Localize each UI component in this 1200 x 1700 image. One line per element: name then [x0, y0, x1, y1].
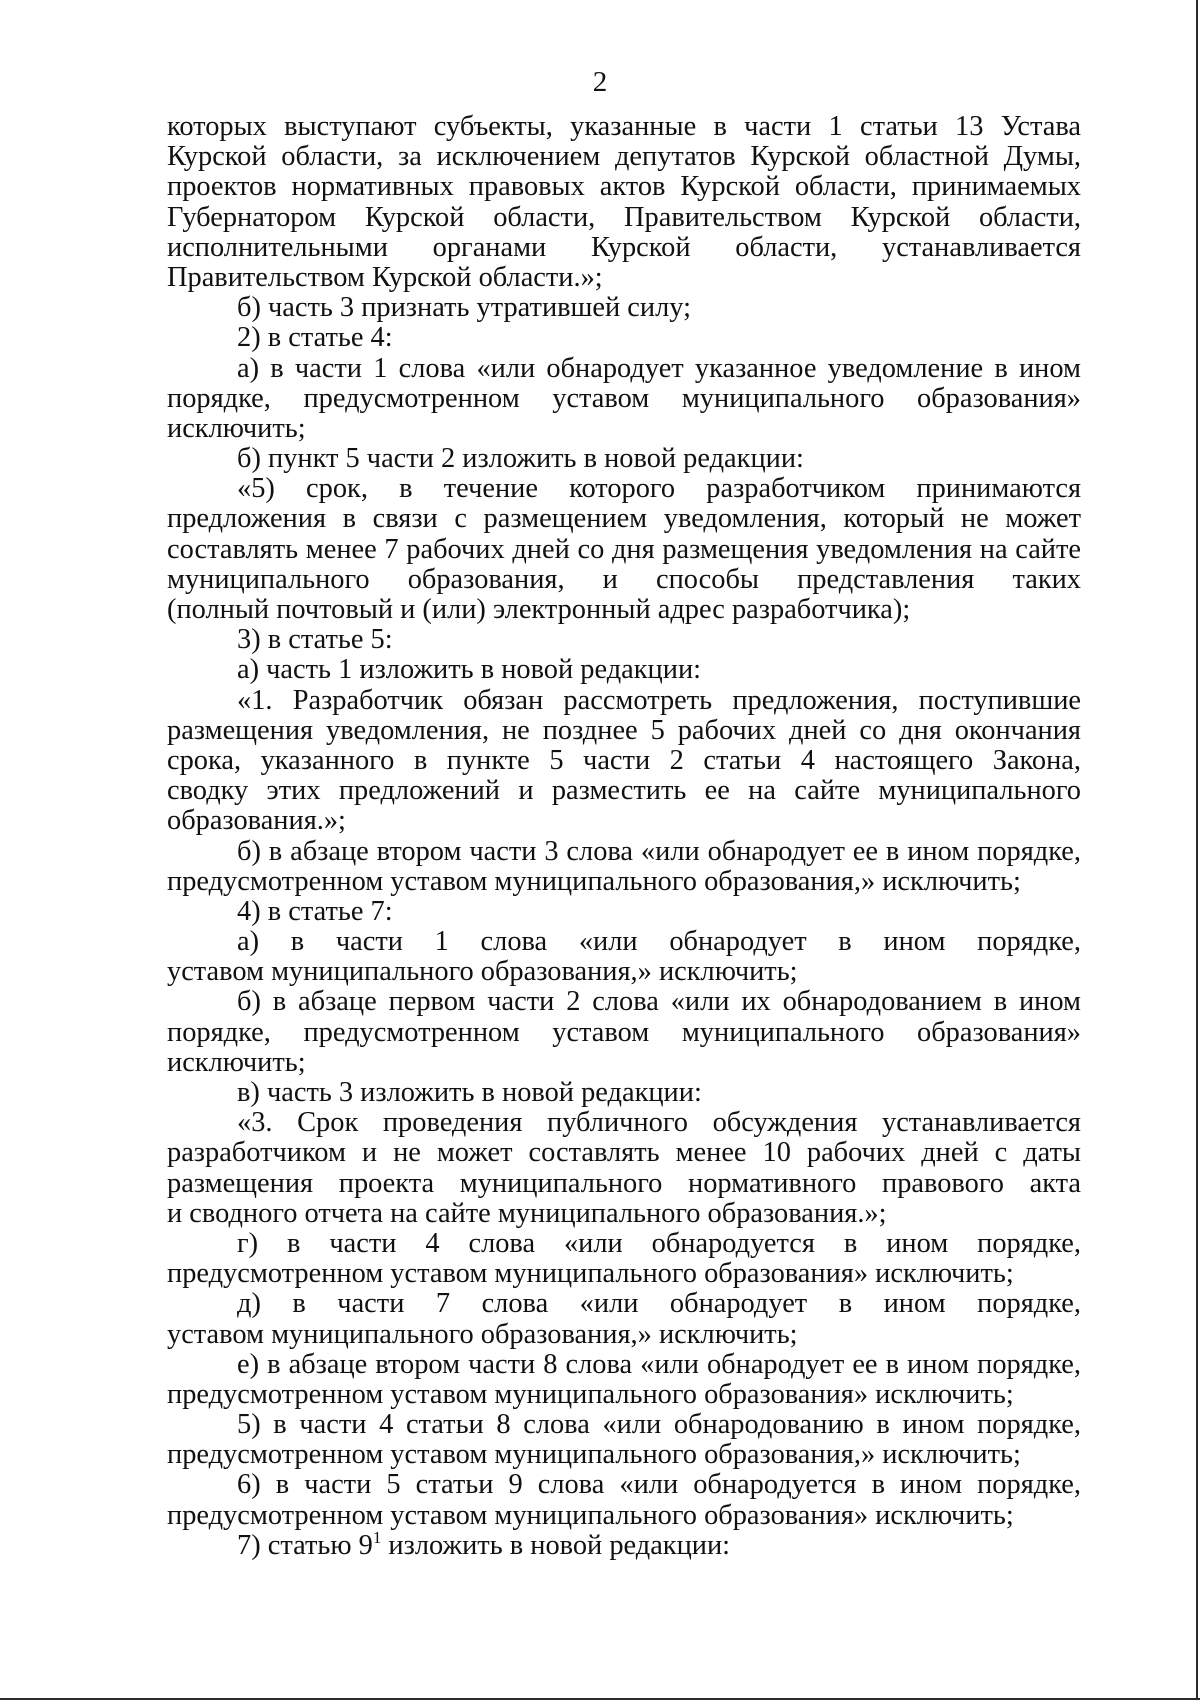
text-line: 2) в статье 4: — [237, 322, 393, 354]
text-line: срока, указанного в пункте 5 части 2 статьи 4 настоящего Закона, — [167, 745, 1081, 776]
text-line: муниципального образования, и способы представления таких — [167, 564, 1081, 595]
text-line: 5) в части 4 статьи 8 слова «или обнародованию в ином порядке, — [237, 1410, 1081, 1441]
text-line: предусмотренном уставом муниципального образования» исключить; — [167, 1258, 1014, 1290]
text-line: которых выступают субъекты, указанные в части 1 статьи 13 Устава — [167, 112, 1081, 142]
text-line: размещения проекта муниципального нормативного правового акта — [167, 1168, 1081, 1199]
text-line: б) в абзаце втором части 3 слова «или обнародует ее в ином порядке, — [237, 836, 1081, 867]
text-line: разработчиком и не может составлять менее 10 рабочих дней с даты — [167, 1138, 1081, 1169]
text-line: б) пункт 5 части 2 изложить в новой редакции: — [237, 443, 804, 475]
text-line: Курской области, за исключением депутатов Курской областной Думы, — [167, 142, 1081, 173]
text-line: и сводного отчета на сайте муниципального образования.»; — [167, 1197, 887, 1229]
text-line: а) в части 1 слова «или обнародует указанное уведомление в ином — [237, 353, 1081, 384]
scan-edge-right — [1196, 0, 1198, 1700]
text-line: предусмотренном уставом муниципального образования» исключить; — [167, 1378, 1014, 1410]
text-line: исключить; — [167, 412, 306, 444]
text-line: предусмотренном уставом муниципального образования,» исключить; — [167, 865, 1021, 897]
last-line-after: изложить в новой редакции: — [381, 1529, 731, 1561]
text-line-last — [167, 1527, 1081, 1561]
text-line: а) часть 1 изложить в новой редакции: — [237, 654, 702, 686]
text-line: проектов нормативных правовых актов Курской области, принимаемых — [167, 172, 1081, 203]
text-line: 4) в статье 7: — [237, 895, 393, 927]
text-line: (полный почтовый и (или) электронный адрес разработчика); — [167, 594, 911, 625]
text-line: а) в части 1 слова «или обнародует в ином порядке, — [237, 927, 1081, 958]
last-line-before: 7) статью 9 — [237, 1529, 373, 1561]
text-line: предложения в связи с размещением уведомления, который не может — [167, 504, 1081, 535]
text-line: г) в части 4 слова «или обнародуется в ином порядке, — [237, 1228, 1081, 1259]
text-line: «5) срок, в течение которого разработчиком принимаются — [237, 474, 1081, 505]
text-line: исключить; — [167, 1046, 306, 1078]
text-line: д) в части 7 слова «или обнародует в ином порядке, — [237, 1289, 1081, 1320]
text-line: 6) в части 5 статьи 9 слова «или обнародуется в ином порядке, — [237, 1470, 1081, 1501]
page-number: 2 — [592, 66, 608, 98]
text-line: образования.»; — [167, 805, 346, 837]
text-line: размещения уведомления, не позднее 5 рабочих дней со дня окончания — [167, 715, 1081, 746]
text-line: 3) в статье 5: — [237, 624, 393, 656]
text-line: «3. Срок проведения публичного обсуждения устанавливается — [237, 1108, 1081, 1139]
text-line: Губернатором Курской области, Правительством Курской области, — [167, 202, 1081, 233]
text-line: порядке, предусмотренном уставом муниципального образования» — [167, 1017, 1081, 1048]
document-body — [167, 112, 1081, 1561]
superscript: 1 — [372, 1527, 382, 1547]
text-line: предусмотренном уставом муниципального образования» исключить; — [167, 1499, 1014, 1531]
text-line: сводку этих предложений и разместить ее на сайте муниципального — [167, 776, 1081, 807]
text-line: Правительством Курской области.»; — [167, 261, 603, 293]
text-line: б) часть 3 признать утратившей силу; — [237, 292, 691, 324]
text-line: в) часть 3 изложить в новой редакции: — [237, 1077, 702, 1108]
text-line: уставом муниципального образования,» исключить; — [167, 956, 798, 988]
text-line: «1. Разработчик обязан рассмотреть предложения, поступившие — [237, 685, 1081, 716]
text-line: порядке, предусмотренном уставом муниципального образования» — [167, 383, 1081, 414]
text-line: уставом муниципального образования,» исключить; — [167, 1318, 798, 1350]
text-line: б) в абзаце первом части 2 слова «или их обнародованием в ином — [237, 987, 1081, 1018]
text-line: составлять менее 7 рабочих дней со дня размещения уведомления на сайте — [167, 534, 1081, 565]
text-line: предусмотренном уставом муниципального образования,» исключить; — [167, 1439, 1021, 1471]
text-line: е) в абзаце втором части 8 слова «или обнародует ее в ином порядке, — [237, 1349, 1081, 1380]
text-line: исполнительными органами Курской области, устанавливается — [167, 232, 1081, 263]
